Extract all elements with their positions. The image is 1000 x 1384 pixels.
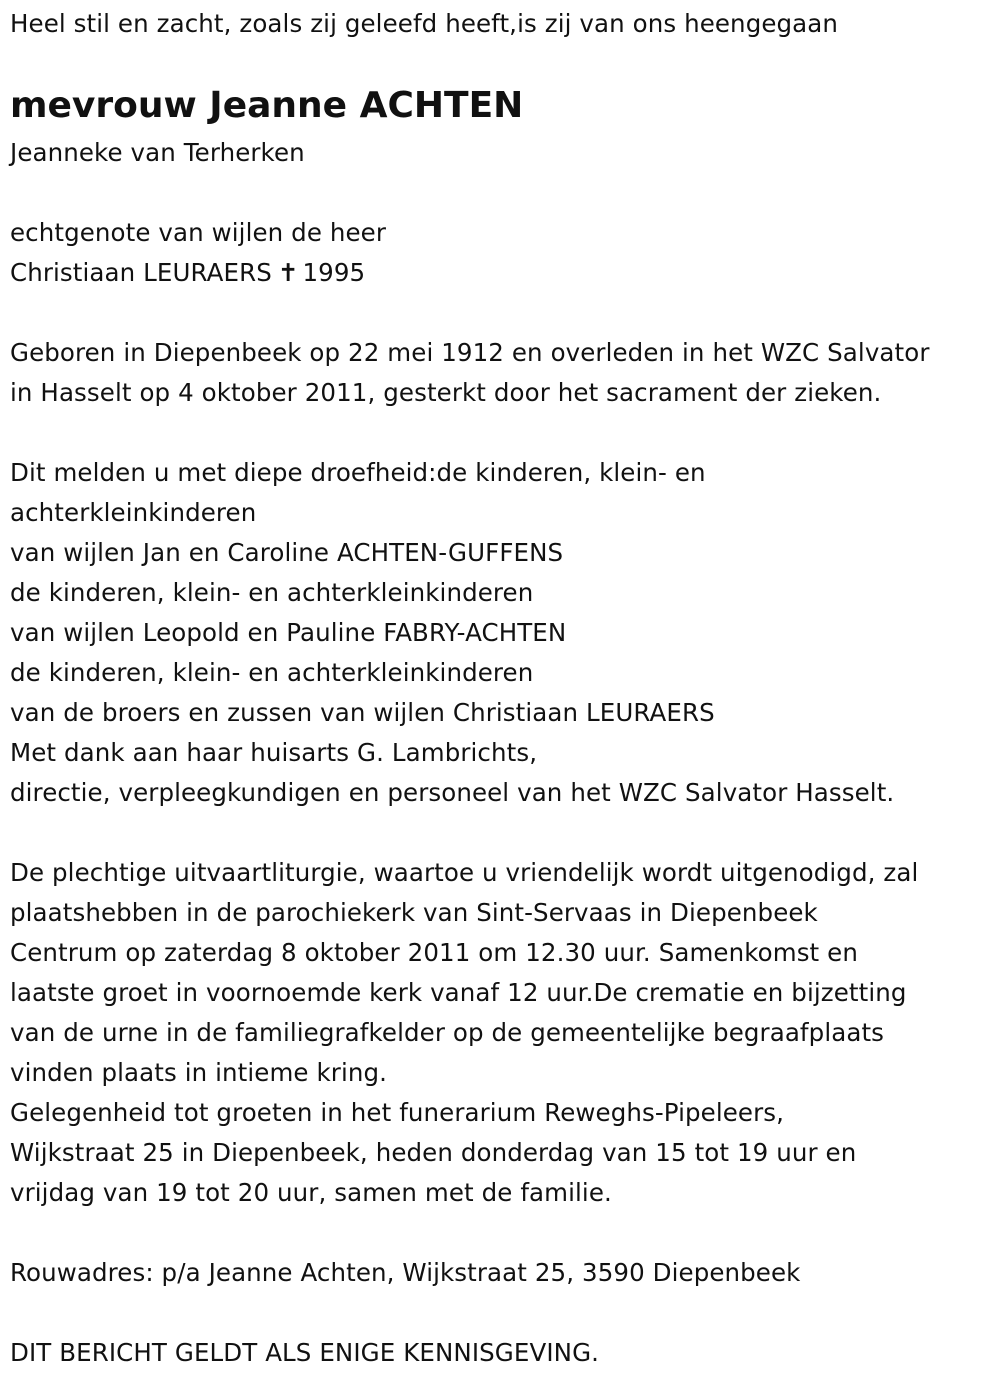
- funeral-line: vrijdag van 19 tot 20 uur, samen met de familie.: [10, 1178, 612, 1207]
- family-line: van de broers en zussen van wijlen Christiaan LEURAERS: [10, 698, 715, 727]
- family-line: van wijlen Leopold en Pauline FABRY-ACHTEN: [10, 618, 567, 647]
- family-line: van wijlen Jan en Caroline ACHTEN-GUFFENS: [10, 538, 564, 567]
- funeral-line: laatste groet in voornoemde kerk vanaf 12 uur.De crematie en bijzetting: [10, 978, 907, 1007]
- deceased-name: mevrouw Jeanne ACHTEN: [10, 85, 524, 126]
- funeral-line: De plechtige uitvaartliturgie, waartoe u vriendelijk wordt uitgenodigd, zal: [10, 858, 919, 887]
- spouse-name: Christiaan LEURAERS: [10, 258, 272, 287]
- family-line: directie, verpleegkundigen en personeel van het WZC Salvator Hasselt.: [10, 778, 895, 807]
- nickname: Jeanneke van Terherken: [10, 138, 305, 167]
- cross-icon: ✝: [277, 258, 299, 287]
- intro-text: Heel stil en zacht, zoals zij geleefd heeft,is zij van ons heengegaan: [10, 9, 839, 38]
- birth-death-line: in Hasselt op 4 oktober 2011, gesterkt door het sacrament der zieken.: [10, 378, 882, 407]
- funeral-line: Gelegenheid tot groeten in het funerarium Reweghs-Pipeleers,: [10, 1098, 785, 1127]
- funeral-line: plaatshebben in de parochiekerk van Sint-Servaas in Diepenbeek: [10, 898, 818, 927]
- family-line: de kinderen, klein- en achterkleinkinderen: [10, 578, 534, 607]
- funeral-line: vinden plaats in intieme kring.: [10, 1058, 388, 1087]
- spouse-name-line: [10, 253, 365, 293]
- spouse-death-year: 1995: [302, 258, 366, 287]
- birth-death-line: Geboren in Diepenbeek op 22 mei 1912 en overleden in het WZC Salvator: [10, 338, 930, 367]
- notice-text: DIT BERICHT GELDT ALS ENIGE KENNISGEVING.: [10, 1338, 600, 1367]
- family-line: Dit melden u met diepe droefheid:de kinderen, klein- en: [10, 458, 706, 487]
- funeral-line: Centrum op zaterdag 8 oktober 2011 om 12.30 uur. Samenkomst en: [10, 938, 858, 967]
- funeral-line: Wijkstraat 25 in Diepenbeek, heden donderdag van 15 tot 19 uur en: [10, 1138, 857, 1167]
- family-line: Met dank aan haar huisarts G. Lambrichts,: [10, 738, 538, 767]
- family-line: de kinderen, klein- en achterkleinkinderen: [10, 658, 534, 687]
- funeral-line: van de urne in de familiegrafkelder op de gemeentelijke begraafplaats: [10, 1018, 885, 1047]
- spouse-line: echtgenote van wijlen de heer: [10, 218, 387, 247]
- mourning-address: Rouwadres: p/a Jeanne Achten, Wijkstraat 25, 3590 Diepenbeek: [10, 1258, 801, 1287]
- family-line: achterkleinkinderen: [10, 498, 257, 527]
